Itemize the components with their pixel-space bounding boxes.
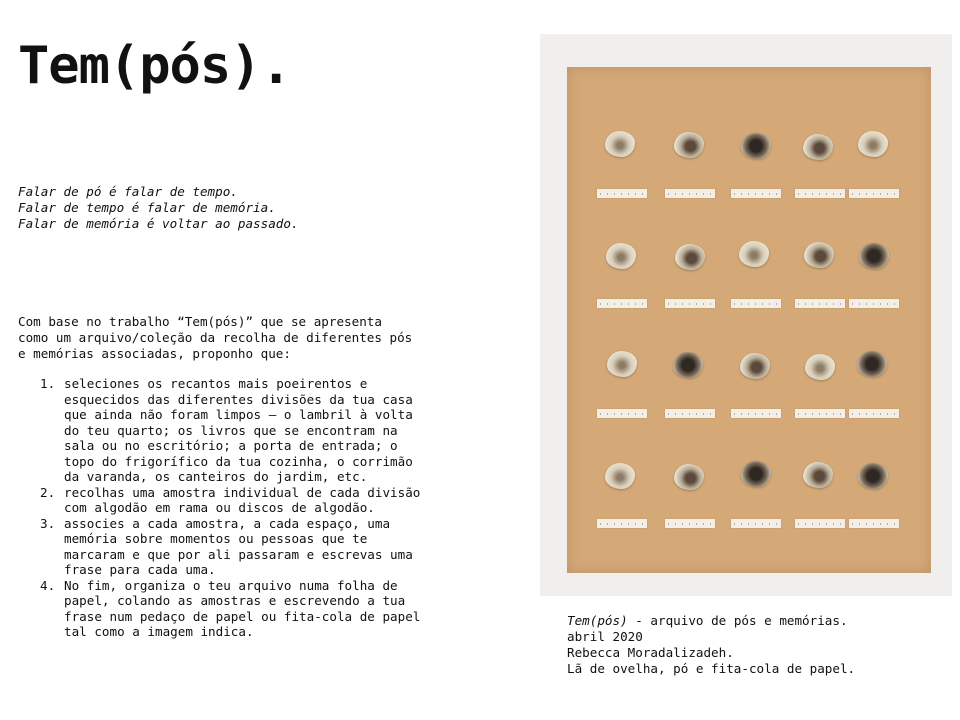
cotton-sample	[741, 461, 771, 487]
list-text: seleciones os recantos mais poeirentos e esquecidos das diferentes divisões da tua casa que ainda não foram limpos – o lambril à volta do teu quarto; os livros que se encontram na sala ou no escritório; a porta de entrada; o topo do frigorífico da tua cozinha, o corrimão da varanda, os canteiros do jardim, etc.	[64, 376, 413, 484]
handwritten-label	[795, 299, 845, 308]
handwritten-label	[665, 189, 715, 198]
handwritten-label	[665, 409, 715, 418]
cotton-sample	[673, 352, 703, 378]
cotton-sample	[606, 243, 636, 269]
caption-work-title: Tem(pós)	[567, 613, 628, 628]
handwritten-label	[665, 299, 715, 308]
caption-date: abril 2020	[567, 629, 643, 644]
poem	[18, 184, 299, 232]
list-item	[18, 578, 428, 640]
cotton-sample	[859, 243, 889, 269]
cotton-sample	[739, 241, 769, 267]
handwritten-label	[795, 519, 845, 528]
cotton-sample	[607, 351, 637, 377]
list-item	[18, 516, 428, 578]
cotton-sample	[857, 351, 887, 377]
photo-caption	[567, 613, 855, 677]
handwritten-label	[849, 189, 899, 198]
list-item	[18, 485, 428, 516]
list-text: recolhas uma amostra individual de cada divisão com algodão em rama ou discos de algodão.	[64, 484, 421, 515]
list-number: 1.	[40, 376, 56, 391]
list-text: No fim, organiza o teu arquivo numa folha de papel, colando as amostras e escrevendo a tua frase num pedaço de papel ou fita-cola de papel tal como a imagem indica.	[64, 577, 421, 639]
cotton-sample	[605, 131, 635, 157]
cotton-sample	[858, 131, 888, 157]
handwritten-label	[731, 519, 781, 528]
handwritten-label	[665, 519, 715, 528]
cotton-sample	[675, 244, 705, 270]
cotton-sample	[740, 353, 770, 379]
cotton-sample	[605, 463, 635, 489]
cotton-sample	[858, 463, 888, 489]
handwritten-label	[795, 409, 845, 418]
poem-line: Falar de tempo é falar de memória.	[18, 200, 276, 215]
cotton-sample	[803, 134, 833, 160]
handwritten-label	[597, 409, 647, 418]
handwritten-label	[795, 189, 845, 198]
handwritten-label	[597, 189, 647, 198]
intro-paragraph: Com base no trabalho “Tem(pós)” que se apresenta como um arquivo/coleção da recolha de diferentes pós e memórias associadas, proponho que:	[18, 314, 413, 361]
list-number: 4.	[40, 577, 56, 593]
cotton-sample	[805, 354, 835, 380]
poem-line: Falar de memória é voltar ao passado.	[18, 216, 299, 231]
handwritten-label	[731, 299, 781, 308]
cotton-sample	[804, 242, 834, 268]
caption-work-subtitle: - arquivo de pós e memórias.	[627, 613, 848, 628]
cotton-sample	[674, 464, 704, 490]
handwritten-label	[731, 409, 781, 418]
list-number: 2.	[40, 484, 56, 500]
artwork-paper-sheet	[567, 67, 931, 573]
handwritten-label	[849, 299, 899, 308]
caption-author: Rebecca Moradalizadeh.	[567, 645, 734, 660]
handwritten-label	[597, 299, 647, 308]
caption-materials: Lã de ovelha, pó e fita-cola de papel.	[567, 661, 856, 676]
handwritten-label	[849, 519, 899, 528]
list-item	[18, 376, 428, 485]
instructions-list	[18, 376, 428, 640]
list-text: associes a cada amostra, a cada espaço, uma memória sobre momentos ou pessoas que te marcaram e que por ali passaram e escrevas uma frase para cada uma.	[64, 515, 413, 577]
handwritten-label	[597, 519, 647, 528]
handwritten-label	[731, 189, 781, 198]
handwritten-label	[849, 409, 899, 418]
cotton-sample	[741, 133, 771, 159]
cotton-sample	[803, 462, 833, 488]
list-number: 3.	[40, 515, 56, 531]
cotton-sample	[674, 132, 704, 158]
page-title: Tem(pós).	[18, 36, 291, 96]
poem-line: Falar de pó é falar de tempo.	[18, 184, 238, 199]
